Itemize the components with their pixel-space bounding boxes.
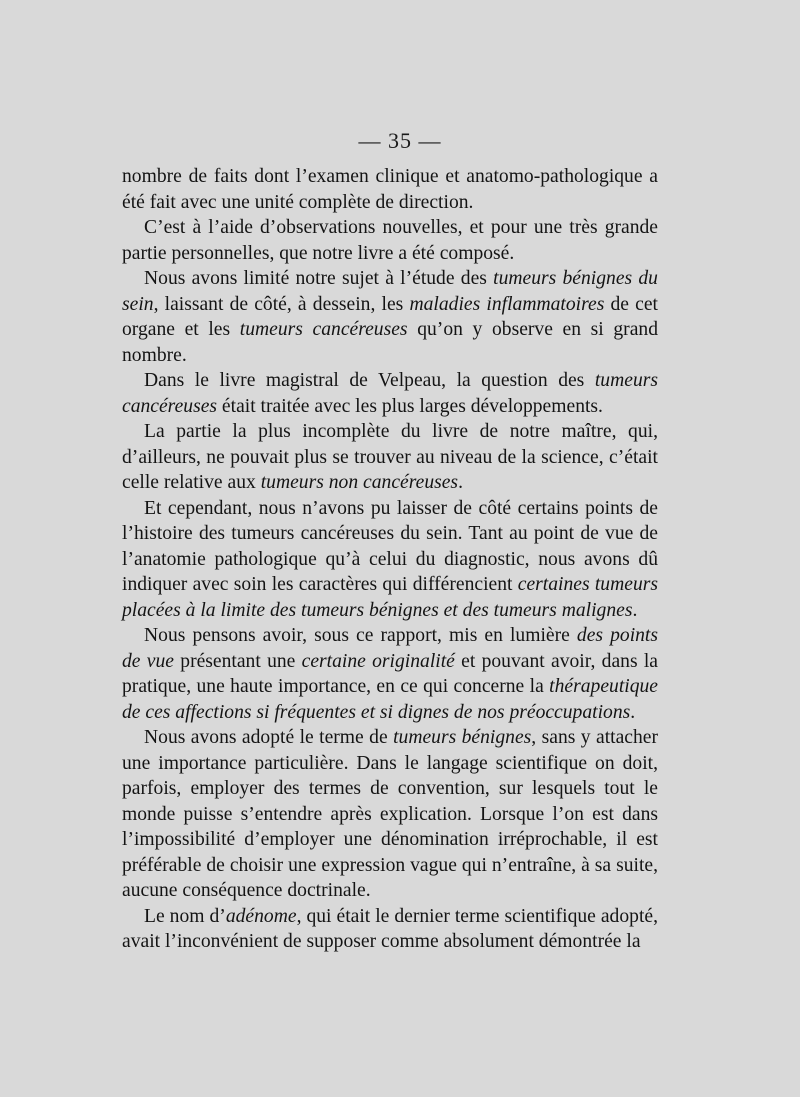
italic-term: tumeurs non cancéreuses bbox=[260, 472, 459, 493]
text-run: , sans y attacher une importance particulière. Dans le langage scientifique on doit, parfois, employer des termes de convention, sur lesquels tout le monde puisse s’entendre après explication. Lorsque l’on est dans l’impossibilité d’employer une dénomination irréprochable, il est préférable de choisir une expression vague qui n’entraîne, à sa suite, aucune conséquence doctrinale. bbox=[122, 727, 658, 901]
body-text bbox=[122, 164, 658, 955]
text-run: Nous avons limité notre sujet à l’étude des bbox=[144, 268, 494, 289]
text-run: . bbox=[632, 599, 638, 621]
text-run: Dans le livre magistral de Velpeau, la question des bbox=[144, 370, 595, 391]
paragraph bbox=[122, 419, 658, 496]
text-run: Nous avons adopté le terme de bbox=[144, 727, 394, 748]
paragraph bbox=[122, 725, 658, 904]
text-run: Le nom d’ bbox=[144, 905, 226, 927]
italic-term: des points de vue bbox=[122, 625, 659, 672]
paragraph bbox=[122, 904, 658, 955]
italic-term: tumeurs cancéreuses bbox=[239, 319, 408, 340]
text-run: présentant une bbox=[173, 650, 302, 672]
text-run: , laissant de côté, à dessein, les bbox=[153, 293, 410, 315]
italic-term: maladies inflammatoires bbox=[409, 293, 605, 315]
paragraph bbox=[122, 164, 658, 215]
text-run: C’est à l’aide d’observations nouvelles, et pour une très grande partie personnelles, que notre livre a été composé. bbox=[122, 217, 658, 264]
text-run: et pouvant avoir, dans la pratique, une haute importance, en ce qui concerne la bbox=[122, 650, 658, 697]
italic-term: certaine originalité bbox=[301, 650, 455, 672]
text-run: Nous pensons avoir, sous ce rapport, mis en lumière bbox=[144, 625, 577, 646]
italic-term: adénome bbox=[225, 905, 297, 927]
italic-term: tumeurs bénignes du sein bbox=[122, 268, 658, 315]
text-run: qu’on y observe en si grand nombre. bbox=[122, 319, 658, 366]
italic-term: tumeurs bénignes bbox=[393, 727, 532, 748]
paragraph bbox=[122, 623, 658, 725]
paragraph bbox=[122, 215, 658, 266]
text-run: La partie la plus incomplète du livre de notre maître, qui, d’ailleurs, ne pouvait plus se trouver au niveau de la science, c’était celle relative aux bbox=[122, 421, 658, 493]
italic-term: thérapeutique de ces affections si fréquentes et si dignes de nos préoccupations bbox=[122, 676, 658, 723]
text-run: Et cependant, nous n’avons pu laisser de côté certains points de l’histoire des tumeurs cancéreuses du sein. Tant au point de vue de l’anatomie pathologique qu’à celui du diagnostic, nous avons dû indiquer avec soin les caractères qui différencient bbox=[122, 497, 658, 595]
italic-term: certaines tumeurs placées à la limite des tumeurs bénignes et des tumeurs malignes bbox=[122, 574, 659, 621]
paragraph bbox=[122, 266, 658, 368]
text-run: nombre de faits dont l’examen clinique et anatomo-pathologique a été fait avec une unité complète de direction. bbox=[122, 166, 658, 213]
page-number: — 35 — bbox=[358, 128, 442, 153]
italic-term: tumeurs cancéreuses bbox=[122, 370, 658, 417]
text-run: . bbox=[630, 701, 636, 723]
text-run: . bbox=[458, 472, 463, 493]
paragraph bbox=[122, 368, 658, 419]
text-run: était traitée avec les plus larges développements. bbox=[217, 395, 603, 417]
text-run: , qui était le dernier terme scientifique adopté, avait l’inconvénient de supposer comme absolument démontrée la bbox=[122, 905, 658, 952]
text-run: de cet organe et les bbox=[122, 293, 658, 340]
paragraph bbox=[122, 496, 658, 624]
